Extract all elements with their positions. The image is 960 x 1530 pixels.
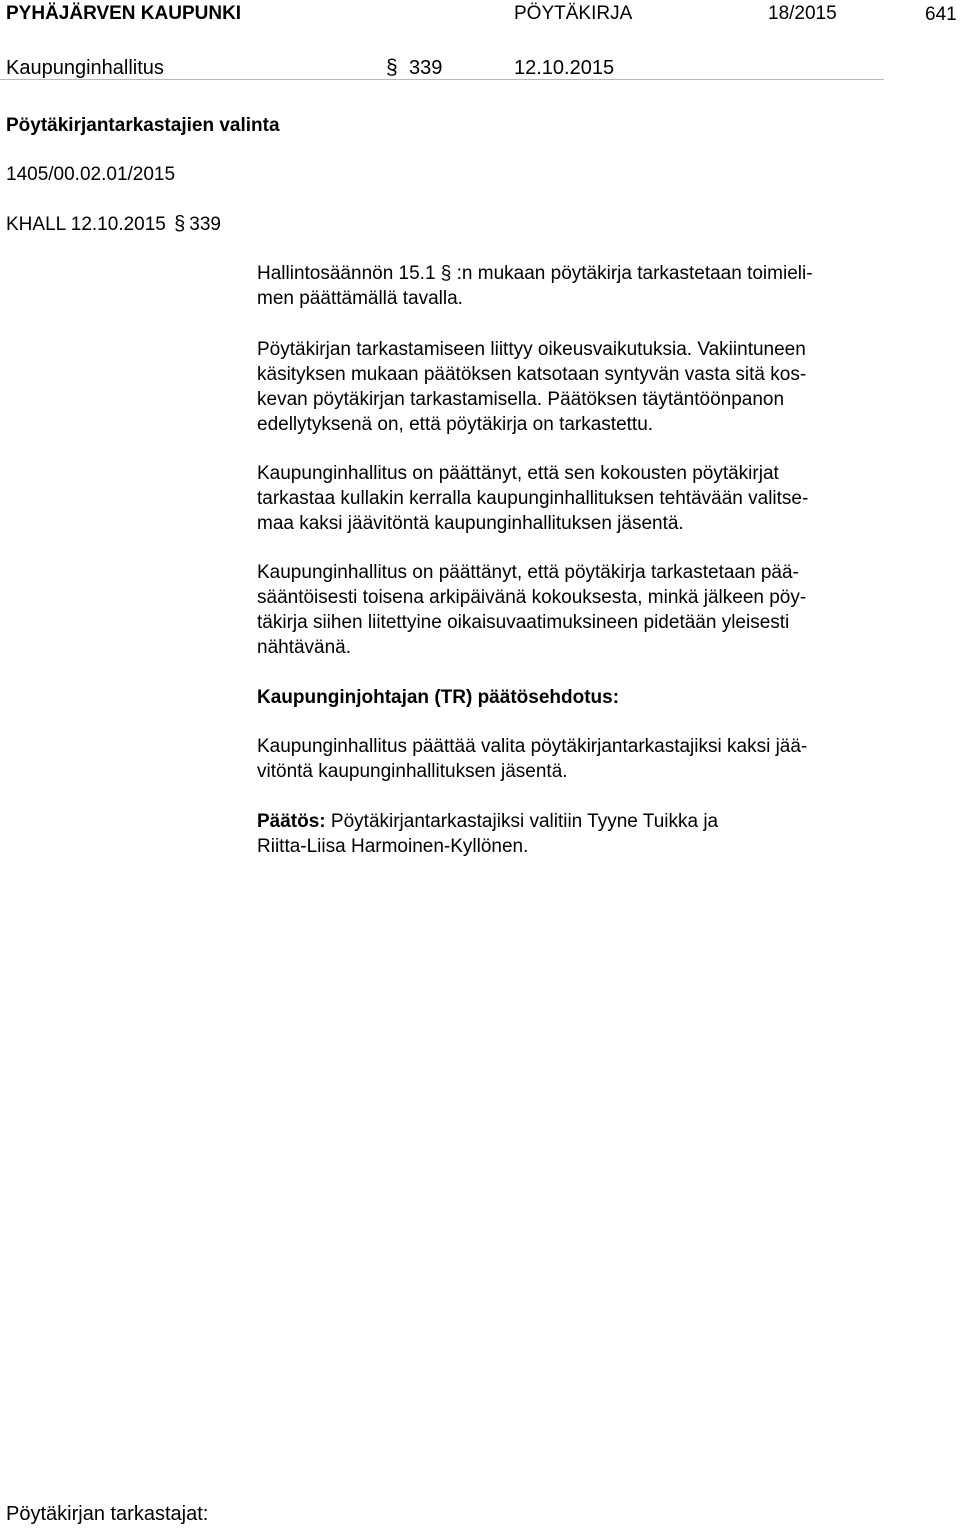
paragraph-line: täkirja siihen liitettyine oikaisuvaatimuksineen pidetään yleisesti	[257, 612, 790, 633]
paragraph-line: Kaupunginhallitus on päättänyt, että pöytäkirja tarkastetaan pää-	[257, 562, 799, 583]
paragraph-line: Kaupunginhallitus on päättänyt, että sen kokousten pöytäkirjat	[257, 463, 779, 484]
header-divider	[0, 79, 884, 80]
paragraph-line: käsityksen mukaan päätöksen katsotaan syntyvän vasta sitä kos-	[257, 364, 807, 385]
history-body: KHALL 12.10.2015	[6, 214, 166, 235]
page-number: 641	[925, 4, 957, 25]
paragraph-line: men päättämällä tavalla.	[257, 288, 463, 309]
decision-line	[257, 809, 897, 834]
paragraph-line: Hallintosäännön 15.1 § :n mukaan pöytäkirja tarkastetaan toimieli-	[257, 263, 813, 284]
proposal-heading: Kaupunginjohtajan (TR) päätösehdotus:	[257, 687, 620, 708]
proposal-text	[257, 734, 897, 784]
history-reference	[6, 212, 221, 237]
decision-text: Pöytäkirjantarkastajiksi valitiin Tyyne Tuikka ja	[330, 811, 719, 832]
history-section: 339	[189, 214, 221, 235]
meeting-date: 12.10.2015	[514, 57, 615, 79]
document-number: 18/2015	[768, 3, 837, 24]
paragraph-line: vitöntä kaupunginhallituksen jäsentä.	[257, 761, 568, 782]
paragraph-line: Kaupunginhallitus päättää valita pöytäkirjantarkastajiksi kaksi jää-	[257, 736, 808, 757]
paragraph-3	[257, 461, 897, 536]
municipality-name: PYHÄJÄRVEN KAUPUNKI	[6, 3, 242, 24]
body-name: Kaupunginhallitus	[6, 57, 164, 79]
paragraph-1	[257, 261, 897, 311]
record-number: 1405/00.02.01/2015	[6, 164, 176, 185]
reviewers-label: Pöytäkirjan tarkastajat:	[6, 1503, 209, 1525]
decision-line: Riitta-Liisa Harmoinen-Kyllönen.	[257, 836, 529, 857]
paragraph-line: nähtävänä.	[257, 637, 352, 658]
paragraph-line: tarkastaa kullakin kerralla kaupunginhallituksen tehtävään valitse-	[257, 488, 809, 509]
paragraph-line: edellytyksenä on, että pöytäkirja on tarkastettu.	[257, 414, 654, 435]
item-title: Pöytäkirjantarkastajien valinta	[6, 115, 280, 136]
paragraph-line: kevan pöytäkirjan tarkastamisella. Päätöksen täytäntöönpanon	[257, 389, 785, 410]
paragraph-line: sääntöisesti toisena arkipäivänä kokouksesta, minkä jälkeen pöy-	[257, 587, 807, 608]
paragraph-line: Pöytäkirjan tarkastamiseen liittyy oikeusvaikutuksia. Vakiintuneen	[257, 339, 806, 360]
decision-label: Päätös:	[257, 811, 326, 832]
section-number: 339	[409, 57, 443, 79]
paragraph-line: maa kaksi jäävitöntä kaupunginhallituksen jäsentä.	[257, 513, 684, 534]
paragraph-2	[257, 337, 897, 437]
history-section-symbol: §	[174, 213, 186, 235]
decision	[257, 809, 897, 859]
paragraph-4	[257, 560, 897, 660]
section-symbol: §	[386, 56, 398, 79]
document-type: PÖYTÄKIRJA	[514, 3, 633, 24]
